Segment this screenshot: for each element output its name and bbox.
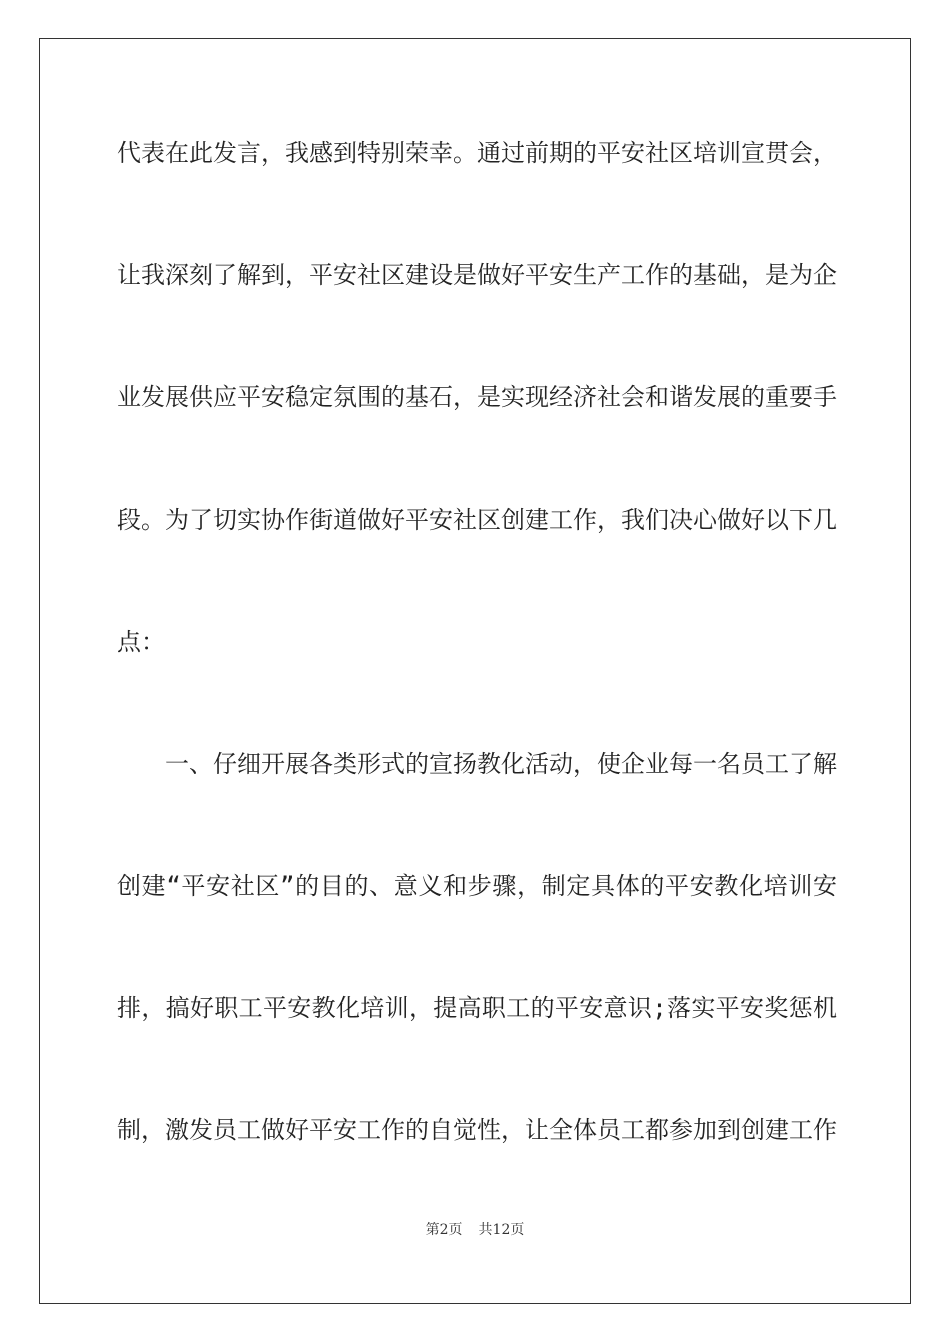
body-line-8: 排，搞好职工平安教化培训，提高职工的平安意识;落实平安奖惩机: [117, 994, 837, 1022]
body-line-7: 创建“平安社区”的目的、意义和步骤，制定具体的平安教化培训安: [117, 872, 837, 900]
body-line-1: 代表在此发言，我感到特别荣幸。通过前期的平安社区培训宣贯会，: [117, 139, 837, 167]
body-line-5: 点：: [117, 628, 165, 656]
page-number-current: 第2页: [425, 1222, 463, 1238]
body-line-2: 让我深刻了解到，平安社区建设是做好平安生产工作的基础，是为企: [117, 261, 837, 289]
body-line-4: 段。为了切实协作街道做好平安社区创建工作，我们决心做好以下几: [117, 506, 837, 534]
page-footer: [0, 1220, 950, 1240]
page-number-total: 共12页: [478, 1222, 525, 1238]
body-line-6: 一、仔细开展各类形式的宣扬教化活动，使企业每一名员工了解: [165, 750, 837, 778]
body-line-9: 制，激发员工做好平安工作的自觉性，让全体员工都参加到创建工作: [117, 1116, 837, 1144]
body-line-3: 业发展供应平安稳定氛围的基石，是实现经济社会和谐发展的重要手: [117, 383, 837, 411]
